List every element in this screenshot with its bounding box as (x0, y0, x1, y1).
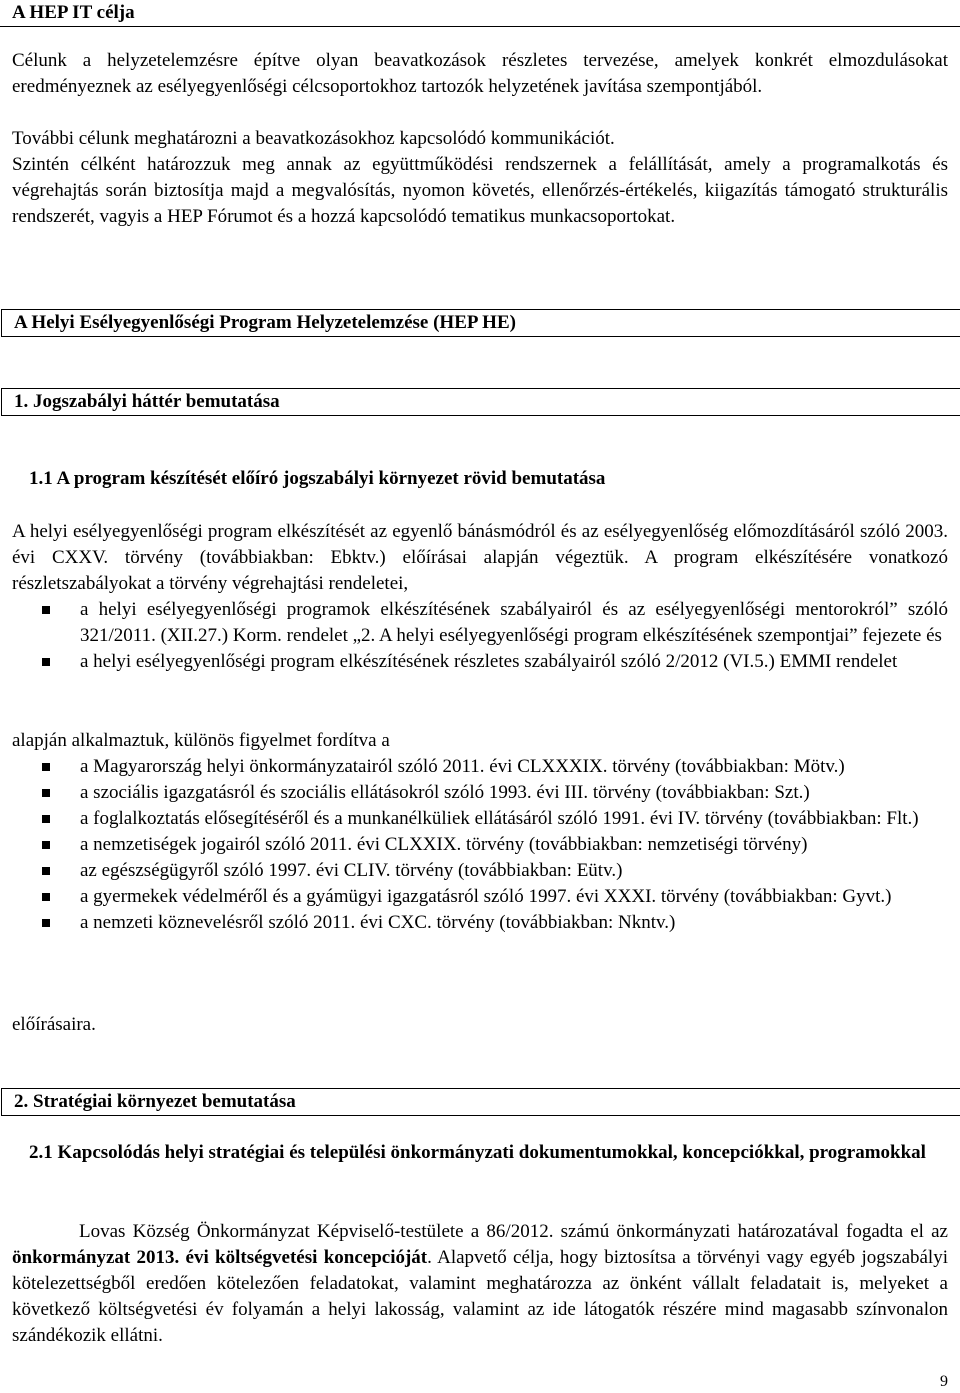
page-number: 9 (940, 1373, 948, 1390)
heading-section-2: 2. Stratégiai környezet bemutatása (1, 1088, 960, 1116)
square-bullet-icon (42, 841, 50, 849)
heading-section-1: 1. Jogszabályi háttér bemutatása (1, 388, 960, 416)
list-item: a helyi esélyegyenlőségi program elkészítésének részletes szabályairól szóló 2/2012 (VI.5.) EMMI rendelet (12, 649, 948, 675)
heading-hep-it: A HEP IT célja (0, 0, 960, 27)
square-bullet-icon (42, 658, 50, 666)
square-bullet-icon (42, 789, 50, 797)
list-item: a gyermekek védelméről és a gyámügyi igazgatásról szóló 1997. évi XXXI. törvény (továbbiakban: Gyvt.) (12, 884, 948, 910)
list-item: a Magyarország helyi önkormányzatairól szóló 2011. évi CLXXXIX. törvény (továbbiakban: Mötv.) (12, 754, 948, 780)
list-item: a foglalkoztatás elősegítéséről és a munkanélküliek ellátásáról szóló 1991. évi IV. törvény (továbbiakban: Flt.) (12, 806, 948, 832)
list-item: a helyi esélyegyenlőségi programok elkészítésének szabályairól és az esélyegyenlőségi mentorokról” szóló 321/2011. (XII.27.) Korm. rendelet „2. A helyi esélyegyenlőségi program elkészítésének szempontjai” fejezete és (12, 597, 948, 649)
paragraph-communication: További célunk meghatározni a beavatkozásokhoz kapcsolódó kommunikációt. (12, 128, 615, 149)
paragraph-cooperation: Szintén célként határozzuk meg annak az együttműködési rendszernek a felállítását, amely a programalkotás és végrehajtás során biztosítja majd a megvalósítás, nyomon követés, ellenőrzés-értékelés, kiigazítás támogató strukturális rendszerét, vagyis a HEP Fórumot és a hozzá kapcsolódó tematikus munkacsoportokat. (12, 154, 948, 227)
list-item: az egészségügyről szóló 1997. évi CLIV. törvény (továbbiakban: Eütv.) (12, 858, 948, 884)
list-item: a nemzetiségek jogairól szóló 2011. évi CLXXIX. törvény (továbbiakban: nemzetiségi törvény) (12, 832, 948, 858)
paragraph-goal: Célunk a helyzetelemzésre építve olyan beavatkozások részletes tervezése, amelyek konkrét elmozdulásokat eredményeznek az esélyegyenlőségi célcsoportokhoz tartozók helyzetének javítása szempontjából. (12, 50, 948, 97)
square-bullet-icon (42, 606, 50, 614)
square-bullet-icon (42, 815, 50, 823)
square-bullet-icon (42, 763, 50, 771)
subheading-1-1: 1.1 A program készítését előíró jogszabályi környezet rövid bemutatása (29, 468, 606, 489)
list-item: a szociális igazgatásról és szociális ellátásokról szóló 1993. évi III. törvény (továbbiakban: Szt.) (12, 780, 948, 806)
square-bullet-icon (42, 893, 50, 901)
paragraph-legal-intro: A helyi esélyegyenlőségi program elkészítését az egyenlő bánásmódról és az esélyegyenlőség előmozdításáról szóló 2003. évi CXXV. törvény (továbbiakban: Ebktv.) előírásai alapján végeztük. A program elkészítésére vonatkozó részletszabályokat a törvény végrehajtási rendeletei, (12, 521, 948, 594)
list-decrees (12, 597, 948, 675)
paragraph-applied: alapján alkalmaztuk, különös figyelmet fordítva a (12, 730, 390, 751)
square-bullet-icon (42, 867, 50, 875)
subheading-2-1: 2.1 Kapcsolódás helyi stratégiai és települési önkormányzati dokumentumokkal, koncepciókkal, programokkal (29, 1142, 926, 1163)
heading-hep-he: A Helyi Esélyegyenlőségi Program Helyzetelemzése (HEP HE) (1, 309, 960, 337)
budget-concept-bold: önkormányzat 2013. évi költségvetési koncepcióját (12, 1247, 428, 1268)
list-laws (12, 754, 948, 936)
paragraph-budget-concept: Lovas Község Önkormányzat Képviselő-testülete a 86/2012. számú önkormányzati határozatával fogadta el az önkormányzat 2013. évi költségvetési koncepcióját. Alapvető célja, hogy biztosítsa a törvényi vagy egyéb jogszabályi kötelezettségből eredően kötelezően feladatokat, valamint meghatározza az önként vállalt feladatait is, melyeket a következő költségvetési év folyamán a helyi lakosság, valamint az ide látogatók részére mind magasabb színvonalon szándékozik ellátni. (12, 1221, 948, 1346)
list-item: a nemzeti köznevelésről szóló 2011. évi CXC. törvény (továbbiakban: Nkntv.) (12, 910, 948, 936)
paragraph-closing: előírásaira. (12, 1014, 96, 1035)
square-bullet-icon (42, 919, 50, 927)
